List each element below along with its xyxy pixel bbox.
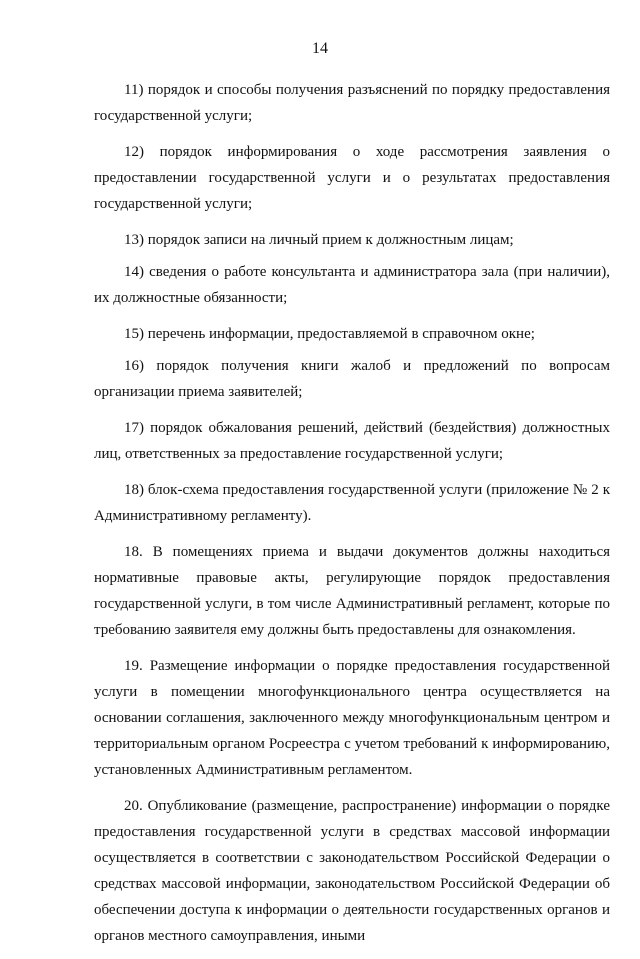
paragraph-item-11: 11) порядок и способы получения разъяснений по порядку предоставления государственной услуги; bbox=[94, 82, 610, 124]
paragraph-item-16: 16) порядок получения книги жалоб и предложений по вопросам организации приема заявителей; bbox=[94, 358, 610, 400]
document-body bbox=[94, 77, 610, 959]
paragraph-item-18: 18) блок-схема предоставления государственной услуги (приложение № 2 к Административному регламенту). bbox=[94, 482, 610, 524]
paragraph-item-17: 17) порядок обжалования решений, действий (бездействия) должностных лиц, ответственных за предоставление государственной услуги; bbox=[94, 420, 610, 462]
paragraph-item-15: 15) перечень информации, предоставляемой в справочном окне; bbox=[124, 326, 535, 342]
paragraph-item-13: 13) порядок записи на личный прием к должностным лицам; bbox=[124, 232, 514, 248]
paragraph-section-18: 18. В помещениях приема и выдачи документов должны находиться нормативные правовые акты, регулирующие порядок предоставления государственной услуги, в том числе Административный регламент, которые по требованию заявителя ему должны быть предоставлены для ознакомления. bbox=[94, 544, 610, 638]
paragraph-section-20: 20. Опубликование (размещение, распространение) информации о порядке предоставления государственной услуги в средствах массовой информации осуществляется в соответствии с законодательством Российской Федерации о средствах массовой информации, законодательством Российской Федерации об обеспечении доступа к информации о деятельности государственных органов и органов местного самоуправления, иными bbox=[94, 798, 610, 944]
paragraph-item-14: 14) сведения о работе консультанта и администратора зала (при наличии), их должностные обязанности; bbox=[94, 264, 610, 306]
paragraph-section-19: 19. Размещение информации о порядке предоставления государственной услуги в помещении многофункционального центра осуществляется на основании соглашения, заключенного между многофункциональным центром и территориальным органом Росреестра с учетом требований к информированию, установленных Административным регламентом. bbox=[94, 658, 610, 778]
page-number: 14 bbox=[312, 40, 328, 57]
paragraph-item-12: 12) порядок информирования о ходе рассмотрения заявления о предоставлении государственной услуги и о результатах предоставления государственной услуги; bbox=[94, 144, 610, 212]
